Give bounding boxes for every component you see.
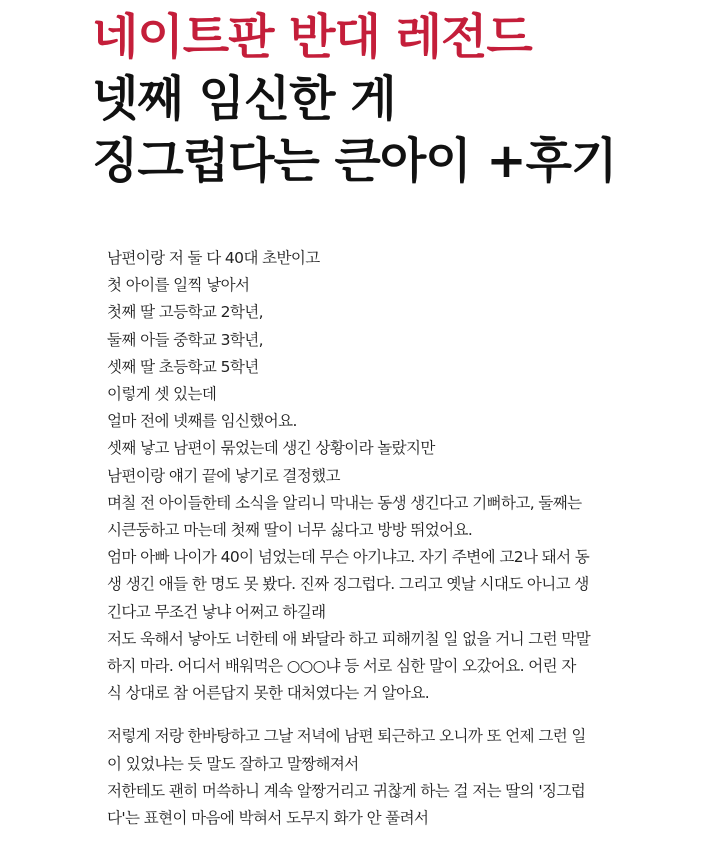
body-line: 이 있었냐는 듯 말도 잘하고 말짱해져서 — [107, 754, 359, 773]
body-line: 하지 마라. 어디서 배워먹은 ○○○냐 등 서로 심한 말이 오갔어요. 어린 자 — [107, 657, 576, 676]
body-line: 긴다고 무조건 낳냐 어쩌고 하길래 — [107, 602, 326, 621]
body-line: 첫 아이를 일찍 낳아서 — [107, 276, 250, 295]
body-line: 얼마 전에 넷째를 임신했어요. — [107, 412, 297, 431]
body-line: 셋째 낳고 남편이 묶었는데 생긴 상황이라 놀랐지만 — [107, 439, 435, 458]
body-line: 이렇게 셋 있는데 — [107, 385, 217, 404]
body-line: 시큰둥하고 마는데 첫째 딸이 너무 싫다고 방방 뛰었어요. — [107, 521, 473, 540]
body-line: 엄마 아빠 나이가 40이 넘었는데 무슨 아기냐고. 자기 주변에 고2나 돼서 동 — [107, 548, 590, 567]
paragraph-gap — [107, 707, 687, 723]
body-line: 며칠 전 아이들한테 소식을 알리니 막내는 동생 생긴다고 기뻐하고, 둘째는 — [107, 493, 582, 512]
body-line: 식 상대로 참 어른답지 못한 대처였다는 거 알아요. — [107, 684, 430, 703]
body-line: 남편이랑 얘기 끝에 낳기로 결정했고 — [107, 466, 340, 485]
body-line: 저렇게 저랑 한바탕하고 그날 저녁에 남편 퇴근하고 오니까 또 언제 그런 일 — [107, 727, 586, 746]
body-line: 저한테도 괜히 머쓱하니 계속 알짱거리고 귀찮게 하는 걸 저는 딸의 '징그럽 — [107, 781, 586, 800]
headline-category: 네이트판 반대 레전드 — [92, 9, 532, 65]
body-line: 저도 욱해서 낳아도 너한테 애 봐달라 하고 피해끼칠 일 없을 거니 그런 막말 — [107, 629, 591, 648]
headline — [92, 6, 692, 192]
body-line: 다'는 표현이 마음에 박혀서 도무지 화가 안 풀려서 — [107, 809, 429, 828]
body-line: 둘째 아들 중학교 3학년, — [107, 330, 263, 349]
body-line: 첫째 딸 고등학교 2학년, — [107, 303, 263, 322]
body-line: 셋째 딸 초등학교 5학년 — [107, 357, 259, 376]
article-body — [107, 245, 687, 832]
headline-title-line-1: 넷째 임신한 게 — [92, 71, 396, 127]
body-line: 남편이랑 저 둘 다 40대 초반이고 — [107, 249, 320, 267]
headline-title-line-2: 징그럽다는 큰아이 +후기 — [92, 133, 617, 189]
body-line: 생 생긴 애들 한 명도 못 봤다. 진짜 징그럽다. 그리고 옛날 시대도 아니고 생 — [107, 575, 589, 594]
